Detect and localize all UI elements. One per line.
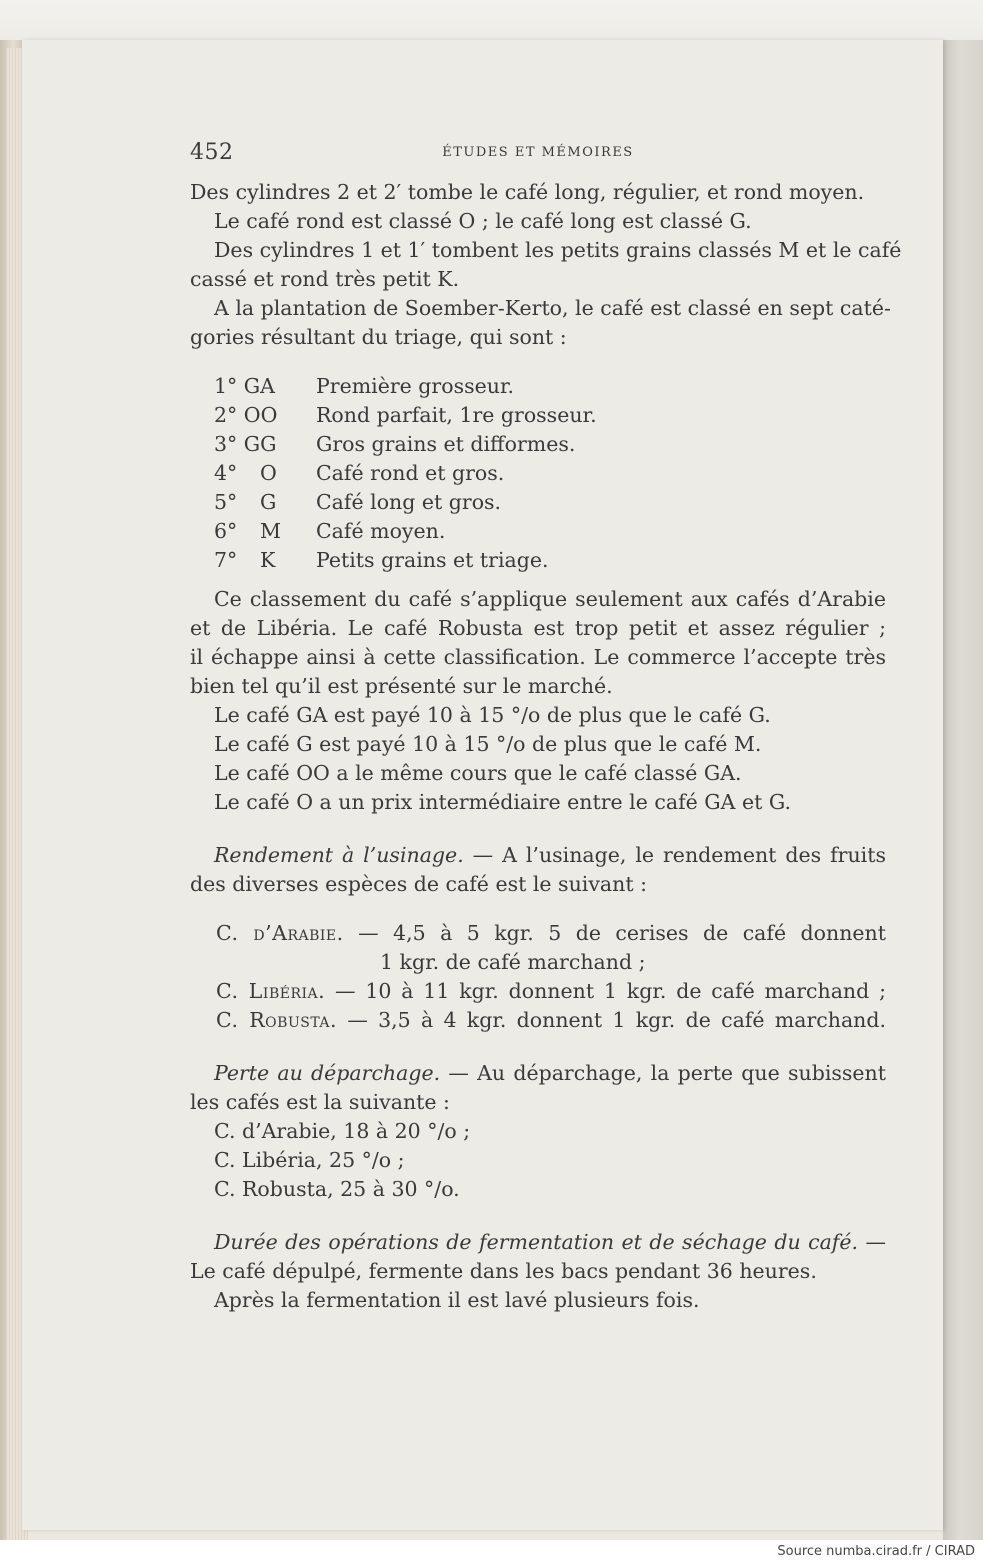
text-line: Le café O a un prix intermédiaire entre le café GA et G. bbox=[214, 790, 792, 814]
text-line: Des cylindres 2 et 2′ tombe le café long, régulier, et rond moyen. bbox=[190, 180, 865, 204]
section-duree-line bbox=[190, 1228, 886, 1257]
classification-list bbox=[190, 372, 886, 575]
text-line: Des cylindres 1 et 1′ tombent les petits grains classés M et le café bbox=[214, 238, 902, 262]
source-bar bbox=[0, 1540, 983, 1566]
species-label: C. Libéria. bbox=[216, 979, 326, 1003]
class-code: O bbox=[260, 461, 277, 485]
class-description: Café rond et gros. bbox=[316, 461, 505, 485]
class-description: Première grosseur. bbox=[316, 374, 515, 398]
text-line: les cafés est la suivante : bbox=[190, 1090, 450, 1114]
class-number: 1° GA bbox=[214, 374, 275, 398]
class-number: 7° bbox=[214, 548, 238, 572]
top-shadow bbox=[0, 0, 983, 44]
spacer bbox=[190, 1035, 886, 1059]
page-header bbox=[190, 140, 886, 164]
list-item: C. Libéria, 25 °/o ; bbox=[214, 1148, 405, 1172]
list-item bbox=[190, 430, 886, 459]
class-number: 5° bbox=[214, 490, 238, 514]
class-number: 4° bbox=[214, 461, 238, 485]
class-number: 6° bbox=[214, 519, 238, 543]
yield-text: — 3,5 à 4 kgr. donnent 1 kgr. de café marchand. bbox=[337, 1008, 887, 1032]
text-line: Le café G est payé 10 à 15 °/o de plus que le café M. bbox=[214, 732, 762, 756]
spacer bbox=[190, 899, 886, 919]
list-item bbox=[190, 459, 886, 488]
spacer bbox=[190, 817, 886, 841]
class-number: 3° GG bbox=[214, 432, 277, 456]
yield-row bbox=[190, 948, 886, 977]
text-line: il échappe ainsi à cette classification. Le commerce l’accepte très bbox=[190, 645, 886, 669]
text-line: A la plantation de Soember-Kerto, le café est classé en sept caté- bbox=[214, 296, 891, 320]
class-description: Rond parfait, 1re grosseur. bbox=[316, 403, 597, 427]
class-description: Café long et gros. bbox=[316, 490, 502, 514]
list-item bbox=[190, 372, 886, 401]
next-page-edge bbox=[943, 40, 983, 1540]
yield-text: — 4,5 à 5 kgr. 5 de cerises de café donnent bbox=[343, 921, 886, 945]
class-number: 2° OO bbox=[214, 403, 278, 427]
text-line: des diverses espèces de café est le suivant : bbox=[190, 872, 647, 896]
text-line: cassé et rond très petit K. bbox=[190, 267, 460, 291]
text-line: et de Libéria. Le café Robusta est trop petit et assez régulier ; bbox=[190, 616, 886, 640]
text-line: Le café OO a le même cours que le café classé GA. bbox=[214, 761, 742, 785]
text-line: Le café GA est payé 10 à 15 °/o de plus que le café G. bbox=[214, 703, 771, 727]
class-code: G bbox=[260, 490, 277, 514]
spacer bbox=[190, 1204, 886, 1228]
body-text bbox=[190, 178, 902, 1315]
class-description: Petits grains et triage. bbox=[316, 548, 549, 572]
section-perte-line bbox=[190, 1059, 886, 1088]
species-label: C. d’Arabie. bbox=[216, 921, 344, 945]
list-item bbox=[190, 488, 886, 517]
class-description: Café moyen. bbox=[316, 519, 446, 543]
yield-row bbox=[190, 919, 886, 948]
list-item: C. Robusta, 25 à 30 °/o. bbox=[214, 1177, 460, 1201]
running-title: ÉTUDES ET MÉMOIRES bbox=[442, 145, 634, 160]
species-label: C. Robusta. bbox=[216, 1008, 338, 1032]
text-fragment: — A l’usinage, le rendement des fruits bbox=[463, 843, 886, 867]
list-item: C. d’Arabie, 18 à 20 °/o ; bbox=[214, 1119, 471, 1143]
list-item bbox=[190, 546, 886, 575]
text-line: Ce classement du café s’applique seulement aux cafés d’Arabie bbox=[214, 587, 886, 611]
section-heading: Perte au déparchage. bbox=[214, 1061, 441, 1085]
source-credit: Source numba.cirad.fr / CIRAD bbox=[777, 1544, 975, 1559]
text-line: Après la fermentation il est lavé plusieurs fois. bbox=[214, 1288, 700, 1312]
text-line: gories résultant du triage, qui sont : bbox=[190, 325, 567, 349]
section-heading: Rendement à l’usinage. bbox=[214, 843, 464, 867]
class-code: M bbox=[260, 519, 281, 543]
page-number: 452 bbox=[190, 140, 234, 165]
yield-row bbox=[190, 1006, 886, 1035]
text-line: bien tel qu’il est présenté sur le marché. bbox=[190, 674, 613, 698]
text-line: Le café dépulpé, fermente dans les bacs pendant 36 heures. bbox=[190, 1259, 817, 1283]
class-description: Gros grains et difformes. bbox=[316, 432, 576, 456]
list-item bbox=[190, 401, 886, 430]
section-rendement-line bbox=[190, 841, 886, 870]
text-line: Le café rond est classé O ; le café long est classé G. bbox=[214, 209, 752, 233]
section-heading: Durée des opérations de fermentation et de séchage du café. bbox=[214, 1230, 859, 1254]
list-item bbox=[190, 517, 886, 546]
yield-row bbox=[190, 977, 886, 1006]
class-code: K bbox=[260, 548, 276, 572]
yield-text: — 10 à 11 kgr. donnent 1 kgr. de café marchand ; bbox=[325, 979, 886, 1003]
yield-text: 1 kgr. de café marchand ; bbox=[380, 950, 646, 974]
text-fragment: — bbox=[858, 1230, 886, 1254]
text-fragment: — Au déparchage, la perte que subissent bbox=[440, 1061, 886, 1085]
